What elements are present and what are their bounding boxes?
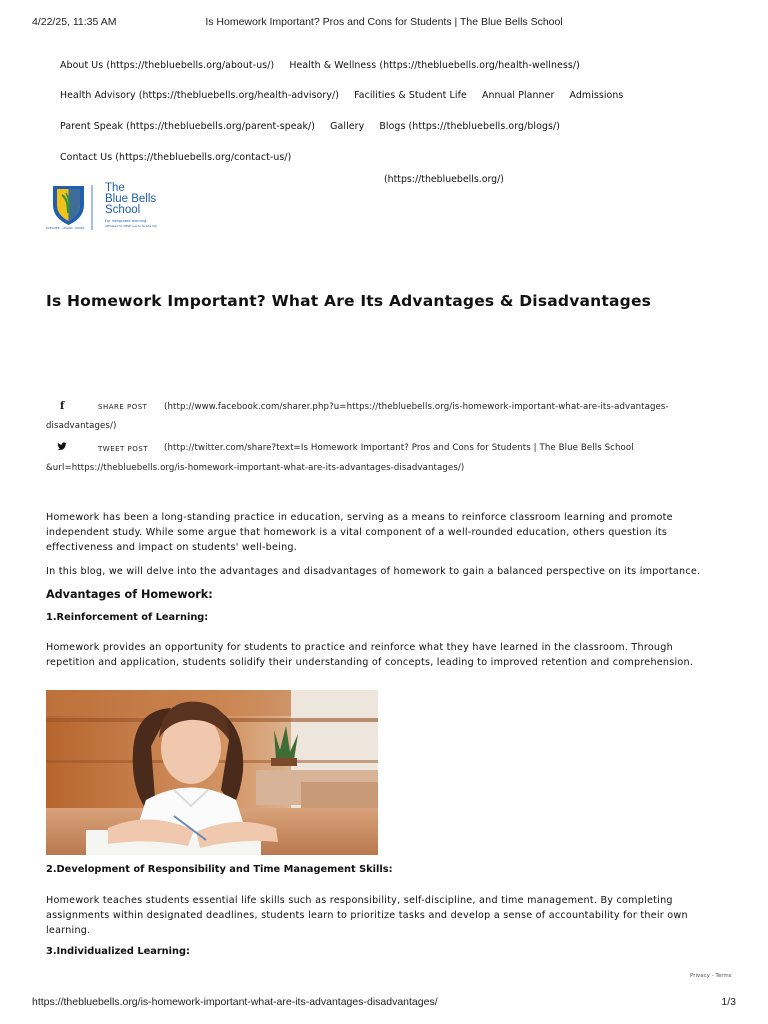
facebook-share-url[interactable]: (http://www.facebook.com/sharer.php?u=https://thebluebells.org/is-homework-important-what-are-its-advantages- (164, 402, 669, 412)
article-photo-girl-studying (46, 690, 378, 855)
privacy-terms-link[interactable]: Privacy - Terms (690, 973, 732, 979)
print-page-number: 1/3 (721, 996, 736, 1008)
twitter-share-url[interactable]: (http://twitter.com/share?text=Is Homework Important? Pros and Cons for Students | The Blue Bells School (164, 443, 634, 453)
facebook-share-url-cont[interactable]: disadvantages/) (46, 421, 117, 431)
logo-motto: EXPLORE · LEARN · EXCEL (46, 226, 85, 230)
logo-affiliation: Affiliated to CBSE (up to Grade XII) (105, 224, 158, 228)
subheading-responsibility: 2.Development of Responsibility and Time Management Skills: (46, 864, 393, 875)
facebook-share-label[interactable]: SHARE POST (98, 403, 148, 411)
print-title: Is Homework Important? Pros and Cons for Students | The Blue Bells School (205, 16, 563, 28)
subheading-reinforcement: 1.Reinforcement of Learning: (46, 612, 209, 623)
nav-row-4 (60, 152, 303, 163)
paragraph-reinforcement: Homework provides an opportunity for students to practice and reinforce what they have learned in the classroom. Through repetition and application, students solidify their understanding of concepts, leading to improved retention and comprehension. (46, 642, 694, 668)
nav-link-health-advisory[interactable]: Health Advisory (https://thebluebells.org/health-advisory/) (60, 90, 340, 101)
nav-link-annual-planner[interactable]: Annual Planner (481, 90, 555, 101)
twitter-share-url-cont[interactable]: &url=https://thebluebells.org/is-homework-important-what-are-its-advantages-disadvantages/) (46, 463, 465, 473)
intro-paragraph-1: Homework has been a long-standing practice in education, serving as a means to reinforce classroom learning and promote independent study. While some argue that homework is a vital component of a well-rounded education, others question its effectiveness and impact on students' well-being. (46, 512, 673, 553)
logo-wordmark: The Blue Bells School (105, 182, 157, 216)
twitter-icon[interactable] (57, 442, 67, 454)
nav-link-admissions[interactable]: Admissions (569, 90, 624, 101)
nav-row-1 (60, 60, 592, 71)
nav-row-3 (60, 121, 572, 132)
logo-tagline: For integrated learning (105, 219, 147, 223)
nav-link-contact-us[interactable]: Contact Us (https://thebluebells.org/contact-us/) (60, 152, 292, 163)
print-datetime: 4/22/25, 11:35 AM (32, 16, 117, 28)
twitter-share-label[interactable]: TWEET POST (98, 445, 148, 453)
article-title: Is Homework Important? What Are Its Advantages & Disadvantages (46, 292, 652, 310)
nav-link-blogs[interactable]: Blogs (https://thebluebells.org/blogs/) (379, 121, 561, 132)
intro-paragraph-2: In this blog, we will delve into the advantages and disadvantages of homework to gain a balanced perspective on its importance. (46, 566, 701, 577)
advantages-heading: Advantages of Homework: (46, 588, 213, 601)
nav-link-facilities[interactable]: Facilities & Student Life (354, 90, 467, 101)
facebook-icon[interactable]: f (60, 401, 65, 412)
nav-link-health-wellness[interactable]: Health & Wellness (https://thebluebells.org/health-wellness/) (289, 60, 580, 71)
nav-link-about-us[interactable]: About Us (https://thebluebells.org/about-us/) (60, 60, 275, 71)
school-logo[interactable] (46, 183, 166, 233)
nav-link-gallery[interactable]: Gallery (330, 121, 365, 132)
print-footer-url: https://thebluebells.org/is-homework-important-what-are-its-advantages-disadvantages/ (32, 996, 438, 1008)
subheading-individualized: 3.Individualized Learning: (46, 946, 190, 957)
logo-link-url[interactable]: (https://thebluebells.org/) (384, 174, 504, 185)
nav-row-2 (60, 90, 635, 101)
paragraph-responsibility: Homework teaches students essential life skills such as responsibility, self-discipline, and time management. By completing assignments within designated deadlines, students learn to prioritize tasks and develop a sense of accountability for their own learning. (46, 895, 688, 936)
nav-link-parent-speak[interactable]: Parent Speak (https://thebluebells.org/parent-speak/) (60, 121, 316, 132)
